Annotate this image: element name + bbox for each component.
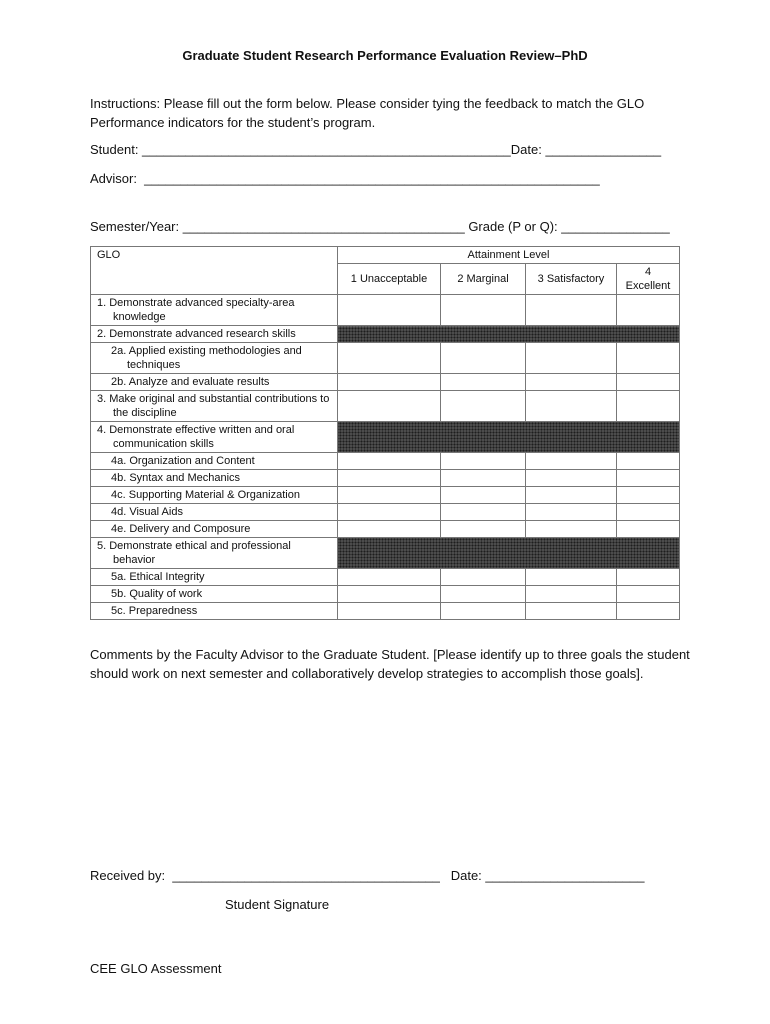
glo-item-text: 5. Demonstrate ethical and professional behavior	[97, 540, 291, 566]
rating-cell[interactable]	[617, 586, 680, 603]
glo-item-label	[91, 453, 338, 470]
rating-cell[interactable]	[338, 343, 441, 374]
glo-item-text: 2. Demonstrate advanced research skills	[97, 328, 296, 340]
advisor-field[interactable]: Advisor: _______________________________________________________________	[90, 171, 600, 186]
rating-cell[interactable]	[338, 391, 441, 422]
instructions-text: Instructions: Please fill out the form below. Please consider tying the feedback to match the GLO Performance indicators for the student’s program.	[90, 96, 645, 130]
rating-cell[interactable]	[617, 453, 680, 470]
glo-item-text: 4b. Syntax and Mechanics	[111, 472, 241, 484]
rating-cell[interactable]	[441, 453, 526, 470]
table-row	[91, 453, 680, 470]
glo-item-label	[91, 569, 338, 586]
rating-cell[interactable]	[441, 603, 526, 620]
rating-cell[interactable]	[338, 504, 441, 521]
table-row	[91, 422, 680, 453]
attainment-level-header: Attainment Level	[338, 247, 680, 264]
rating-cell[interactable]	[441, 521, 526, 538]
rating-cell[interactable]	[526, 374, 617, 391]
rating-cell[interactable]	[338, 586, 441, 603]
glo-item-text: 3. Make original and substantial contributions to the discipline	[97, 393, 330, 419]
glo-item-label	[91, 343, 338, 374]
table-row	[91, 521, 680, 538]
comments-instructions: Comments by the Faculty Advisor to the Graduate Student. [Please identify up to three goals the student should work on next semester and collaboratively develop strategies to accomplish those goals].	[90, 647, 690, 681]
table-row	[91, 374, 680, 391]
glo-item-text: 4a. Organization and Content	[111, 455, 255, 467]
rating-cell[interactable]	[441, 470, 526, 487]
table-row	[91, 391, 680, 422]
rating-cell[interactable]	[441, 586, 526, 603]
glo-item-label	[91, 603, 338, 620]
rating-cell[interactable]	[441, 504, 526, 521]
level-header-unacceptable: 1 Unacceptable	[338, 264, 441, 295]
rating-cell[interactable]	[617, 470, 680, 487]
rating-cell[interactable]	[338, 470, 441, 487]
student-signature-label: Student Signature	[225, 897, 330, 912]
rating-cell[interactable]	[617, 603, 680, 620]
rating-cell[interactable]	[617, 295, 680, 326]
glo-item-label	[91, 391, 338, 422]
glo-item-text: 5b. Quality of work	[111, 588, 203, 600]
rating-cell[interactable]	[617, 521, 680, 538]
glo-column-header: GLO	[91, 247, 338, 295]
table-row	[91, 487, 680, 504]
glo-item-text: 2b. Analyze and evaluate results	[111, 376, 270, 388]
rating-cell[interactable]	[617, 374, 680, 391]
glo-item-text: 4. Demonstrate effective written and oral communication skills	[97, 424, 295, 450]
glo-item-text: 4d. Visual Aids	[111, 506, 183, 518]
rating-cell[interactable]	[441, 487, 526, 504]
glo-item-text: 1. Demonstrate advanced specialty-area knowledge	[97, 297, 295, 323]
glo-item-label	[91, 295, 338, 326]
level-header-marginal: 2 Marginal	[441, 264, 526, 295]
glo-item-label	[91, 470, 338, 487]
glo-item-label	[91, 521, 338, 538]
table-row	[91, 569, 680, 586]
rating-cell[interactable]	[338, 453, 441, 470]
glo-item-label	[91, 504, 338, 521]
rating-cell[interactable]	[441, 391, 526, 422]
rating-cell[interactable]	[441, 374, 526, 391]
table-row	[91, 470, 680, 487]
rating-cell[interactable]	[526, 586, 617, 603]
rating-cell[interactable]	[441, 343, 526, 374]
footer-text: CEE GLO Assessment	[90, 961, 222, 976]
rating-cell[interactable]	[617, 343, 680, 374]
glo-assessment-table	[90, 246, 680, 620]
rating-cell[interactable]	[526, 504, 617, 521]
rating-cell[interactable]	[338, 295, 441, 326]
rating-cell[interactable]	[526, 603, 617, 620]
shaded-cell	[338, 538, 680, 569]
table-header-row	[91, 247, 680, 264]
rating-cell[interactable]	[526, 453, 617, 470]
rating-cell[interactable]	[617, 504, 680, 521]
glo-item-label	[91, 374, 338, 391]
rating-cell[interactable]	[441, 295, 526, 326]
rating-cell[interactable]	[526, 569, 617, 586]
rating-cell[interactable]	[338, 374, 441, 391]
rating-cell[interactable]	[526, 470, 617, 487]
glo-item-text: 5c. Preparedness	[111, 605, 198, 617]
glo-item-label	[91, 487, 338, 504]
table-row	[91, 504, 680, 521]
table-row	[91, 603, 680, 620]
page-title: Graduate Student Research Performance Evaluation Review–PhD	[182, 48, 588, 63]
table-row	[91, 343, 680, 374]
rating-cell[interactable]	[338, 521, 441, 538]
rating-cell[interactable]	[526, 295, 617, 326]
received-by-field[interactable]: Received by: _____________________________________ Date: ______________________	[90, 868, 645, 883]
level-header-satisfactory: 3 Satisfactory	[526, 264, 617, 295]
semester-grade-field[interactable]: Semester/Year: _______________________________________ Grade (P or Q): _______________	[90, 219, 670, 234]
rating-cell[interactable]	[338, 569, 441, 586]
table-row	[91, 326, 680, 343]
glo-item-label	[91, 422, 338, 453]
glo-item-label	[91, 326, 338, 343]
glo-item-text: 2a. Applied existing methodologies and techniques	[111, 345, 302, 371]
glo-item-label	[91, 586, 338, 603]
glo-item-text: 4c. Supporting Material & Organization	[111, 489, 300, 501]
shaded-cell	[338, 422, 680, 453]
rating-cell[interactable]	[338, 603, 441, 620]
rating-cell[interactable]	[617, 391, 680, 422]
shaded-cell	[338, 326, 680, 343]
level-header-excellent: 4 Excellent	[617, 264, 680, 295]
rating-cell[interactable]	[526, 391, 617, 422]
rating-cell[interactable]	[617, 487, 680, 504]
glo-item-label	[91, 538, 338, 569]
rating-cell[interactable]	[441, 569, 526, 586]
table-row	[91, 586, 680, 603]
rating-cell[interactable]	[338, 487, 441, 504]
rating-cell[interactable]	[526, 521, 617, 538]
table-row	[91, 538, 680, 569]
table-row	[91, 295, 680, 326]
glo-item-text: 4e. Delivery and Composure	[111, 523, 251, 535]
rating-cell[interactable]	[526, 343, 617, 374]
rating-cell[interactable]	[526, 487, 617, 504]
glo-item-text: 5a. Ethical Integrity	[111, 571, 205, 583]
student-date-field[interactable]: Student: ___________________________________________________Date: ________________	[90, 142, 662, 157]
rating-cell[interactable]	[617, 569, 680, 586]
